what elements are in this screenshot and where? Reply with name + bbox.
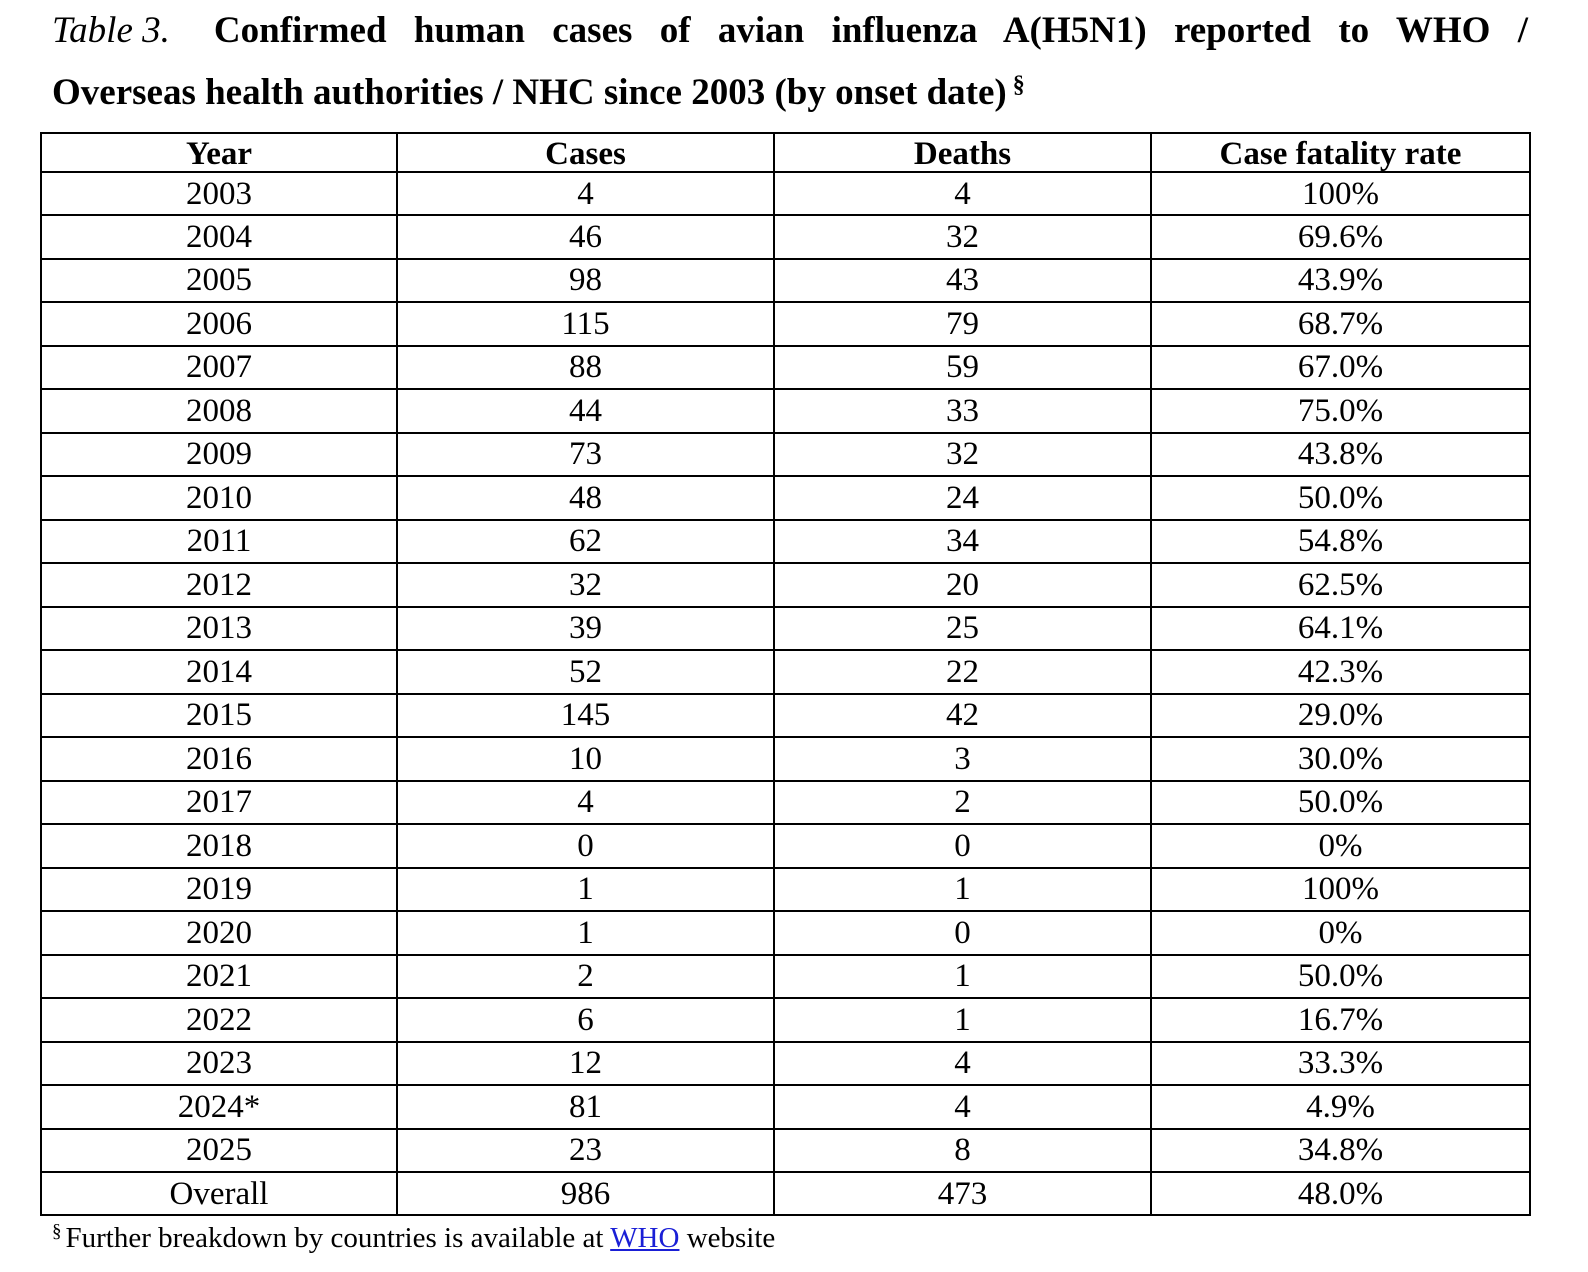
cell-year: 2004 — [41, 215, 397, 259]
cell-year: 2003 — [41, 172, 397, 215]
header-deaths: Deaths — [774, 133, 1151, 172]
cell-cases: 6 — [397, 998, 774, 1042]
header-cases: Cases — [397, 133, 774, 172]
table-row — [41, 694, 1530, 738]
cell-cases: 4 — [397, 172, 774, 215]
cell-year: 2016 — [41, 737, 397, 781]
cell-deaths: 1 — [774, 998, 1151, 1042]
cell-year: 2015 — [41, 694, 397, 738]
cell-case-fatality-rate: 4.9% — [1151, 1085, 1530, 1129]
cell-year: 2024* — [41, 1085, 397, 1129]
total-cell-year: Overall — [41, 1172, 397, 1215]
cell-case-fatality-rate: 100% — [1151, 172, 1530, 215]
table-row — [41, 607, 1530, 651]
cell-year: 2012 — [41, 563, 397, 607]
cell-deaths: 0 — [774, 911, 1151, 955]
table-title-line-1: Confirmed human cases of avian influenza A(H5N1) reported to WHO / — [213, 10, 1528, 51]
cell-case-fatality-rate: 100% — [1151, 868, 1530, 912]
header-row — [41, 133, 1530, 172]
cell-year: 2017 — [41, 781, 397, 825]
cell-year: 2023 — [41, 1042, 397, 1086]
cell-deaths: 0 — [774, 824, 1151, 868]
cell-case-fatality-rate: 64.1% — [1151, 607, 1530, 651]
table-number: Table 3. — [52, 10, 170, 51]
total-cell-case-fatality-rate: 48.0% — [1151, 1172, 1530, 1215]
cell-cases: 2 — [397, 955, 774, 999]
caption-line-2 — [52, 58, 1528, 120]
cell-cases: 88 — [397, 346, 774, 390]
table-row — [41, 781, 1530, 825]
cell-case-fatality-rate: 50.0% — [1151, 476, 1530, 520]
cell-cases: 0 — [397, 824, 774, 868]
cell-case-fatality-rate: 29.0% — [1151, 694, 1530, 738]
cell-deaths: 2 — [774, 781, 1151, 825]
cell-cases: 1 — [397, 911, 774, 955]
cell-deaths: 4 — [774, 1085, 1151, 1129]
cell-deaths: 8 — [774, 1129, 1151, 1173]
cell-deaths: 33 — [774, 389, 1151, 433]
cell-deaths: 79 — [774, 302, 1151, 346]
cell-cases: 39 — [397, 607, 774, 651]
table-row — [41, 1042, 1530, 1086]
cell-deaths: 3 — [774, 737, 1151, 781]
cell-case-fatality-rate: 67.0% — [1151, 346, 1530, 390]
cell-case-fatality-rate: 30.0% — [1151, 737, 1530, 781]
table-row — [41, 172, 1530, 215]
table-row — [41, 259, 1530, 303]
table-row — [41, 868, 1530, 912]
cell-deaths: 24 — [774, 476, 1151, 520]
cell-case-fatality-rate: 0% — [1151, 911, 1530, 955]
cell-cases: 1 — [397, 868, 774, 912]
cell-case-fatality-rate: 34.8% — [1151, 1129, 1530, 1173]
h5n1-cases-table — [40, 132, 1531, 1216]
total-cell-deaths: 473 — [774, 1172, 1151, 1215]
cell-year: 2022 — [41, 998, 397, 1042]
cell-year: 2014 — [41, 650, 397, 694]
table-row — [41, 998, 1530, 1042]
cell-cases: 73 — [397, 433, 774, 477]
table-row — [41, 520, 1530, 564]
footnote-marker: § — [52, 1221, 62, 1242]
table-caption — [52, 4, 1528, 120]
cell-year: 2013 — [41, 607, 397, 651]
cell-deaths: 42 — [774, 694, 1151, 738]
cell-year: 2009 — [41, 433, 397, 477]
cell-case-fatality-rate: 69.6% — [1151, 215, 1530, 259]
cell-case-fatality-rate: 50.0% — [1151, 781, 1530, 825]
cell-deaths: 4 — [774, 1042, 1151, 1086]
cell-cases: 10 — [397, 737, 774, 781]
cell-cases: 4 — [397, 781, 774, 825]
table-title-line-2: Overseas health authorities / NHC since 2003 (by onset date) — [52, 72, 1007, 113]
cell-cases: 145 — [397, 694, 774, 738]
cell-case-fatality-rate: 43.9% — [1151, 259, 1530, 303]
cell-case-fatality-rate: 42.3% — [1151, 650, 1530, 694]
cell-year: 2018 — [41, 824, 397, 868]
cell-case-fatality-rate: 16.7% — [1151, 998, 1530, 1042]
header-case-fatality-rate: Case fatality rate — [1151, 133, 1530, 172]
cell-cases: 23 — [397, 1129, 774, 1173]
cell-deaths: 59 — [774, 346, 1151, 390]
cell-deaths: 32 — [774, 433, 1151, 477]
cell-case-fatality-rate: 68.7% — [1151, 302, 1530, 346]
total-row — [41, 1172, 1530, 1215]
footnote — [52, 1212, 775, 1258]
cell-deaths: 32 — [774, 215, 1151, 259]
header-year: Year — [41, 133, 397, 172]
table-row — [41, 302, 1530, 346]
cell-year: 2020 — [41, 911, 397, 955]
table-body — [41, 172, 1530, 1215]
cell-cases: 12 — [397, 1042, 774, 1086]
cell-year: 2005 — [41, 259, 397, 303]
table-row — [41, 346, 1530, 390]
cell-case-fatality-rate: 33.3% — [1151, 1042, 1530, 1086]
table-row — [41, 824, 1530, 868]
table-row — [41, 476, 1530, 520]
cell-year: 2011 — [41, 520, 397, 564]
cell-case-fatality-rate: 62.5% — [1151, 563, 1530, 607]
section-footnote-marker: § — [1012, 72, 1025, 98]
cell-case-fatality-rate: 50.0% — [1151, 955, 1530, 999]
table-row — [41, 215, 1530, 259]
cell-cases: 48 — [397, 476, 774, 520]
total-cell-cases: 986 — [397, 1172, 774, 1215]
table-row — [41, 389, 1530, 433]
cell-cases: 46 — [397, 215, 774, 259]
cell-deaths: 22 — [774, 650, 1151, 694]
cell-cases: 44 — [397, 389, 774, 433]
cell-case-fatality-rate: 43.8% — [1151, 433, 1530, 477]
cell-year: 2008 — [41, 389, 397, 433]
table-row — [41, 1129, 1530, 1173]
table-row — [41, 433, 1530, 477]
cell-year: 2006 — [41, 302, 397, 346]
cell-cases: 98 — [397, 259, 774, 303]
cell-deaths: 1 — [774, 955, 1151, 999]
cell-deaths: 34 — [774, 520, 1151, 564]
cell-case-fatality-rate: 75.0% — [1151, 389, 1530, 433]
table-row — [41, 955, 1530, 999]
cell-cases: 81 — [397, 1085, 774, 1129]
cell-year: 2007 — [41, 346, 397, 390]
cell-deaths: 25 — [774, 607, 1151, 651]
table-row — [41, 650, 1530, 694]
cell-year: 2025 — [41, 1129, 397, 1173]
footnote-text: Further breakdown by countries is available at — [65, 1222, 604, 1254]
cell-cases: 115 — [397, 302, 774, 346]
cell-cases: 62 — [397, 520, 774, 564]
cell-case-fatality-rate: 54.8% — [1151, 520, 1530, 564]
cell-year: 2021 — [41, 955, 397, 999]
cell-cases: 32 — [397, 563, 774, 607]
cell-deaths: 4 — [774, 172, 1151, 215]
footnote-text-end: website — [686, 1222, 776, 1254]
table-row — [41, 1085, 1530, 1129]
cell-case-fatality-rate: 0% — [1151, 824, 1530, 868]
cell-deaths: 43 — [774, 259, 1151, 303]
cell-deaths: 20 — [774, 563, 1151, 607]
cell-deaths: 1 — [774, 868, 1151, 912]
cell-year: 2010 — [41, 476, 397, 520]
table-row — [41, 563, 1530, 607]
table-row — [41, 911, 1530, 955]
table-row — [41, 737, 1530, 781]
who-website-link[interactable]: WHO — [610, 1222, 680, 1254]
caption-line-1 — [52, 4, 1528, 58]
cell-year: 2019 — [41, 868, 397, 912]
cell-cases: 52 — [397, 650, 774, 694]
